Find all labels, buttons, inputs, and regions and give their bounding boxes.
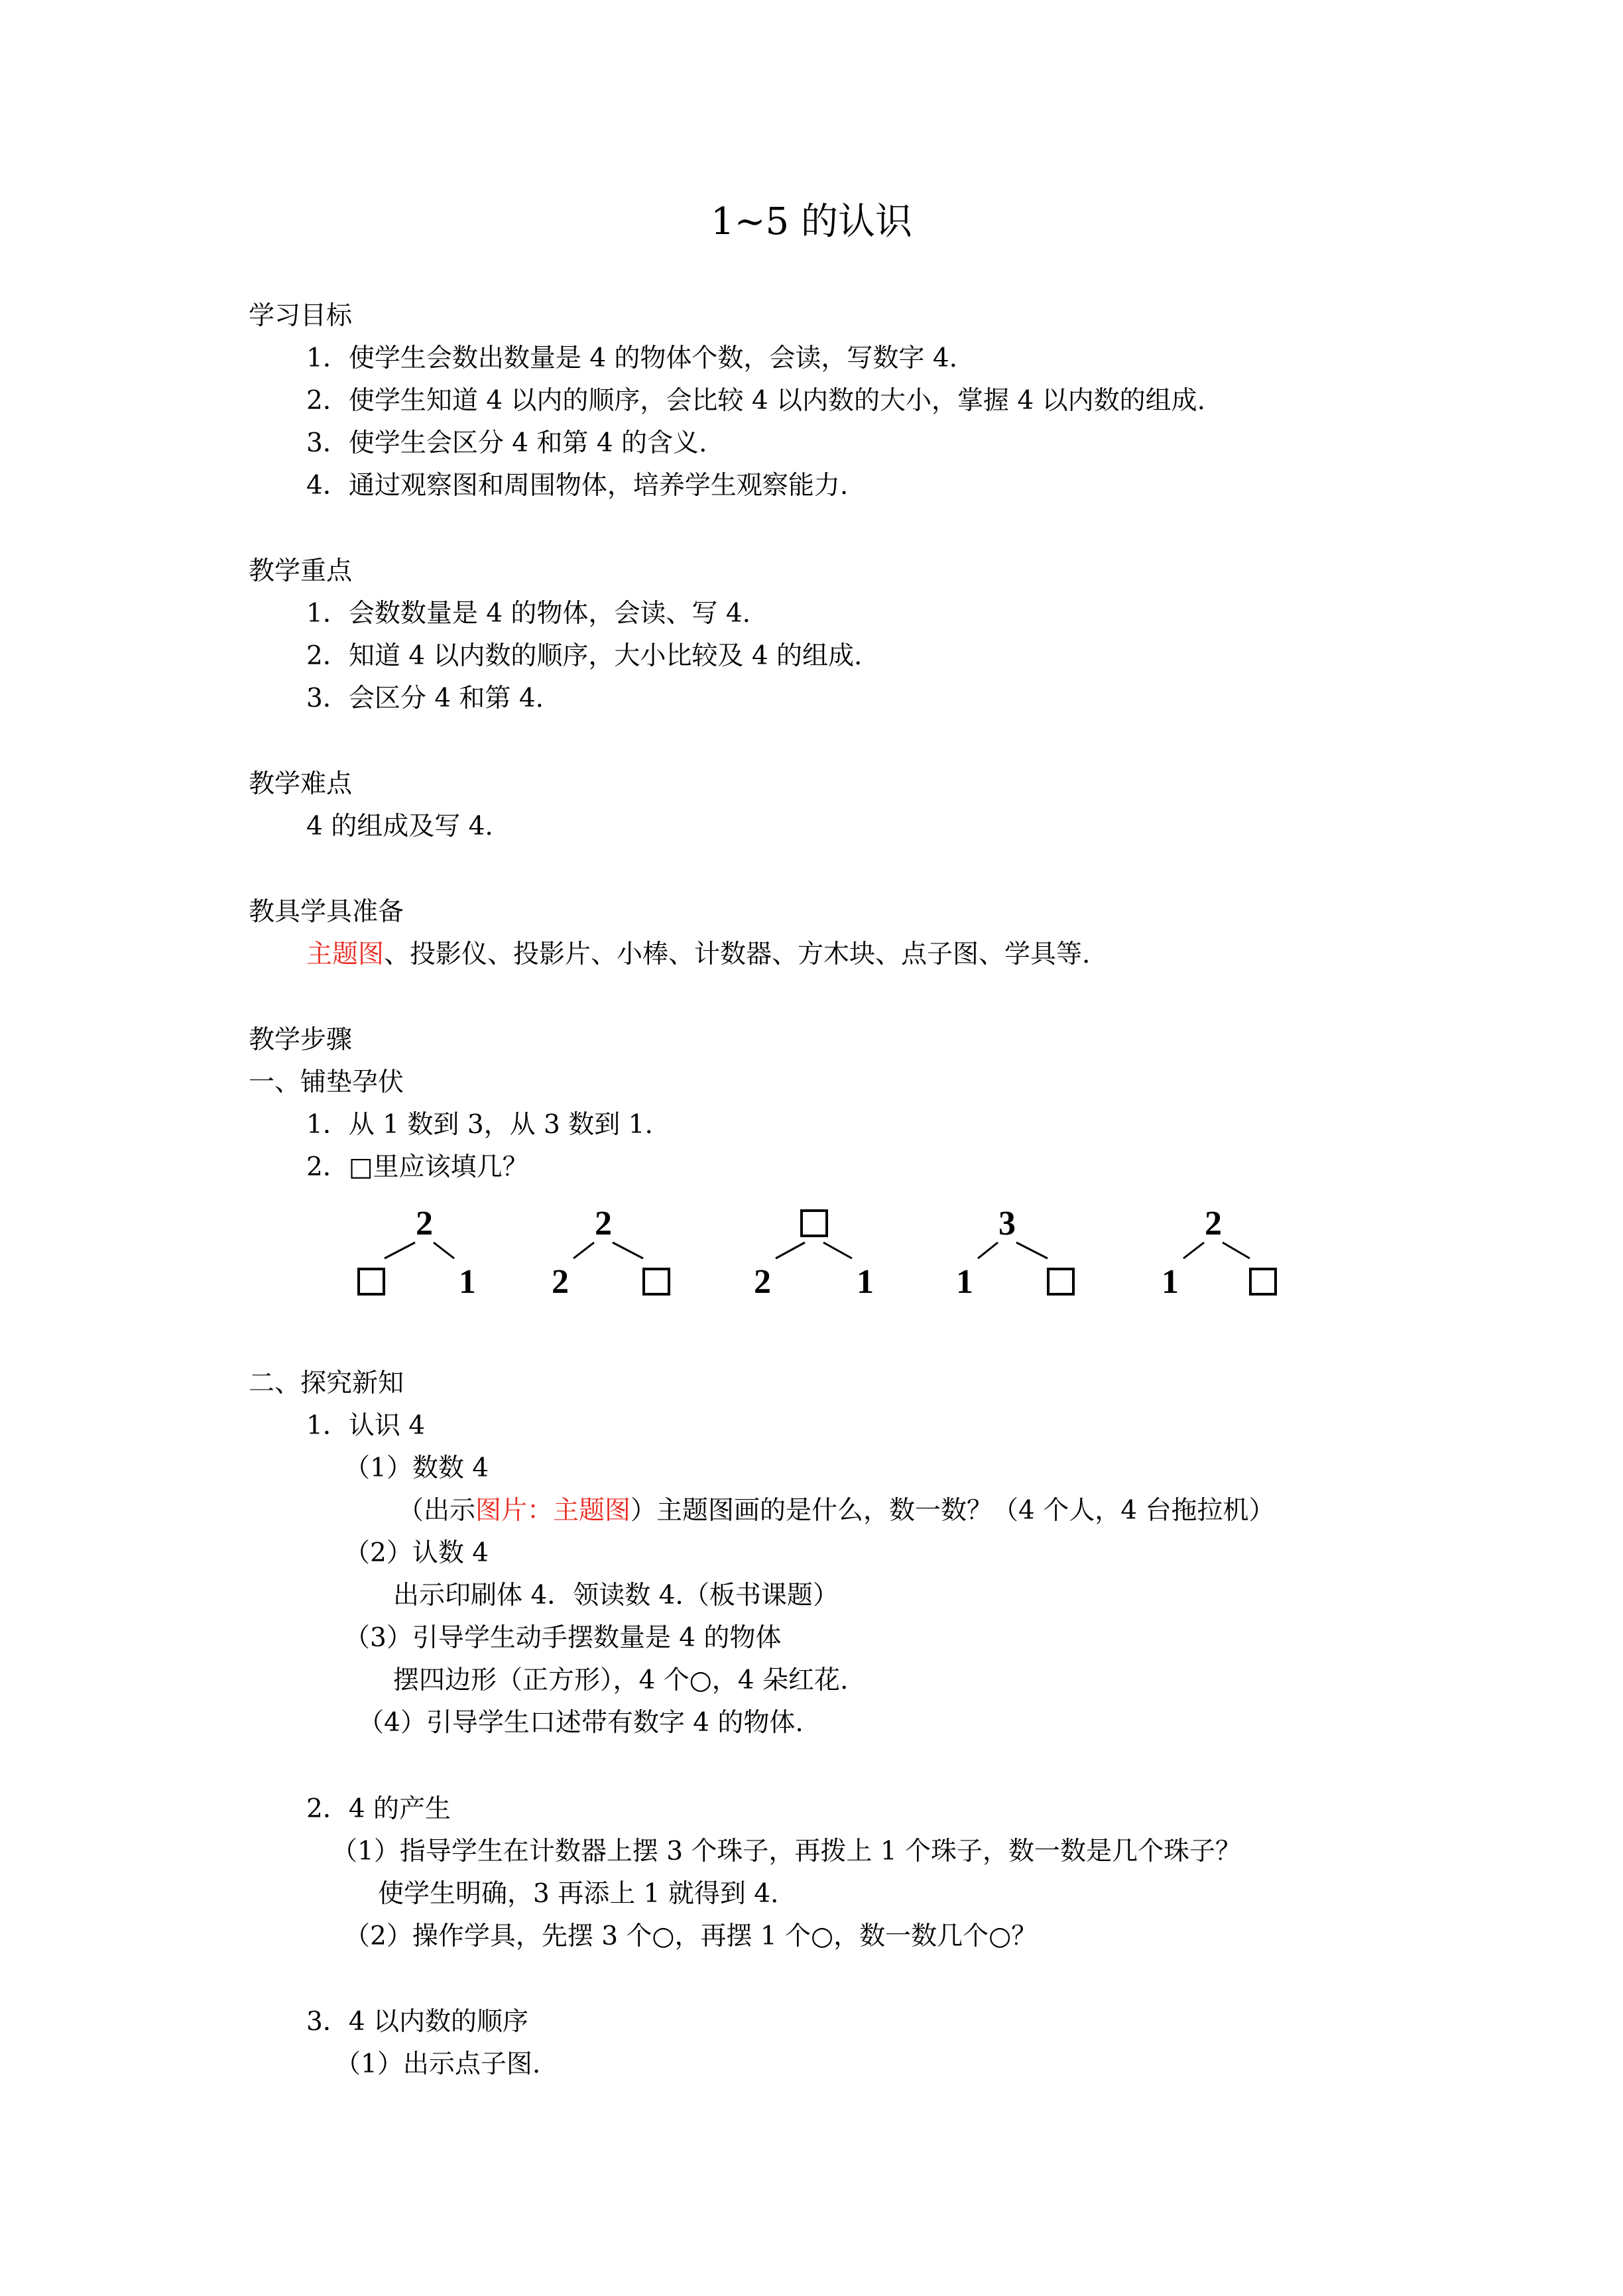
part2-s3: 3．4 以内数的顺序 <box>306 2007 529 2037</box>
key-point-3: 3．会区分 4 和第 4. <box>306 684 544 713</box>
difficulties-text: 4 的组成及写 4. <box>306 812 493 841</box>
diagram-3-top-blank-box <box>802 1211 827 1236</box>
diagram-2-top-number: 2 <box>595 1205 612 1242</box>
part2-s2-1: （1）指导学生在计数器上摆 3 个珠子，再拨上 1 个珠子，数一数是几个珠子？ <box>331 1837 1242 1866</box>
part2-s1-3: （3）引导学生动手摆数量是 4 的物体 <box>344 1623 782 1653</box>
diagram-1-left-branch <box>385 1242 415 1258</box>
diagram-4-left-branch <box>978 1242 998 1258</box>
diagram-5-left-branch <box>1183 1242 1204 1258</box>
diagram-1-left-blank-box <box>359 1269 384 1294</box>
part2-s1-2: （2）认数 4 <box>344 1538 489 1568</box>
part2-heading: 二、探究新知 <box>249 1368 404 1398</box>
objective-1: 1．使学生会数出数量是 4 的物体个数，会读，写数字 4. <box>306 343 958 373</box>
diagram-1-right-branch <box>434 1242 454 1258</box>
objective-2: 2．使学生知道 4 以内的顺序，会比较 4 以内数的大小，掌握 4 以内数的组成. <box>306 386 1206 416</box>
part2-s1-4: （4）引导学生口述带有数字 4 的物体. <box>358 1708 804 1738</box>
diagram-2-right-blank-box <box>644 1269 669 1294</box>
diagram-2-right-branch <box>613 1242 643 1258</box>
objectives-heading: 学习目标 <box>249 301 353 331</box>
diagram-5-right-blank-box <box>1250 1269 1276 1294</box>
diagram-2-left-branch <box>573 1242 594 1258</box>
diagram-4-top-number: 3 <box>998 1205 1016 1242</box>
page-title: 1~5 的认识 <box>711 200 912 243</box>
part2-s1-3a: 摆四边形（正方形），4 个○，4 朵红花. <box>393 1665 849 1695</box>
key-points-heading: 教学重点 <box>249 556 353 586</box>
diagram-3-left-number: 2 <box>754 1263 771 1301</box>
key-point-1: 1．会数数量是 4 的物体，会读、写 4. <box>306 599 751 629</box>
diagram-2-left-number: 2 <box>552 1263 569 1301</box>
part2-s1-2a: 出示印刷体 4．领读数 4.（板书课题） <box>393 1581 839 1610</box>
s1-1a-post: ）主题图画的是什么，数一数？（4 个人，4 台拖拉机） <box>631 1496 1275 1526</box>
part2-s2-1a: 使学生明确，3 再添上 1 就得到 4. <box>378 1879 779 1909</box>
part2-s1-1: （1）数数 4 <box>344 1453 489 1483</box>
steps-heading: 教学步骤 <box>249 1025 353 1055</box>
part2-s2: 2．4 的产生 <box>306 1794 451 1824</box>
difficulties-heading: 教学难点 <box>249 769 353 799</box>
diagram-1-top-number: 2 <box>416 1205 433 1242</box>
part1-item-1: 1．从 1 数到 3，从 3 数到 1. <box>306 1110 653 1140</box>
part1-item-2: 2．□里应该填几？ <box>306 1152 528 1182</box>
part2-s3-1: （1）出示点子图. <box>335 2049 541 2079</box>
materials-heading: 教具学具准备 <box>249 897 404 927</box>
diagram-3-right-number: 1 <box>857 1263 874 1301</box>
theme-image-link[interactable]: 图片：主题图 <box>475 1496 631 1526</box>
objective-4: 4．通过观察图和周围物体，培养学生观察能力. <box>306 471 849 501</box>
materials-rest: 、投影仪、投影片、小棒、计数器、方木块、点子图、学具等. <box>384 939 1091 969</box>
part2-s2-2: （2）操作学具，先摆 3 个○，再摆 1 个○，数一数几个○？ <box>344 1921 1038 1951</box>
diagram-5-top-number: 2 <box>1205 1205 1222 1242</box>
key-point-2: 2．知道 4 以内数的顺序，大小比较及 4 的组成. <box>306 641 863 671</box>
diagram-1-right-number: 1 <box>459 1263 476 1301</box>
diagram-4-right-branch <box>1016 1242 1048 1258</box>
part2-s1: 1．认识 4 <box>306 1411 426 1441</box>
diagram-5-right-branch <box>1223 1242 1250 1258</box>
part2-s1-1a <box>398 1495 1274 1527</box>
diagram-4-right-blank-box <box>1048 1269 1073 1294</box>
objective-3: 3．使学生会区分 4 和第 4 的含义. <box>306 428 707 458</box>
diagram-4-left-number: 1 <box>956 1263 973 1301</box>
diagram-3-right-branch <box>823 1242 852 1258</box>
part1-heading: 一、铺垫孕伏 <box>249 1067 404 1097</box>
diagram-5-left-number: 1 <box>1162 1263 1179 1301</box>
s1-1a-pre: （出示 <box>398 1496 476 1526</box>
diagram-3-left-branch <box>776 1242 805 1258</box>
materials-theme-image-link[interactable]: 主题图 <box>306 939 385 969</box>
